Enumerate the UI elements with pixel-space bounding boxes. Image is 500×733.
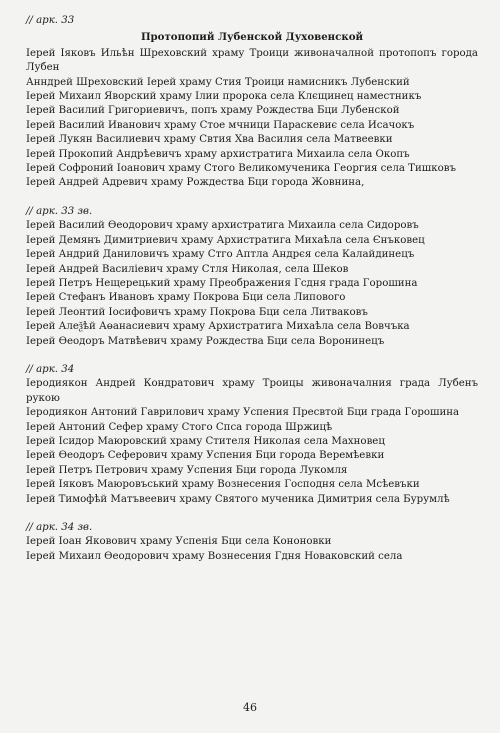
text-line: Іерей Демянъ Димитриевич храму Архистратига Михаѣла села Єнъковец [26, 234, 425, 246]
folio-marker: // арк. 33 [26, 15, 75, 26]
section-ark-33-verso [26, 205, 478, 349]
text-line: Іерей Ісидор Маюровский храму Стителя Николая села Махновец [26, 435, 385, 447]
text-line: Іерей Василий Григориевичъ, попъ храму Рождества Бци Лубенской [26, 105, 400, 117]
text-line: Іерей Стефанъ Ивановъ храму Покрова Бци села Липового [26, 292, 346, 304]
folio-marker: // арк. 33 зв. [26, 205, 93, 217]
text-line: Іерей Лукян Василиевич храму Свтия Хва Василия села Матвеевки [26, 134, 393, 146]
text-line: Іерей Софроний Іоанович храму Стого Великомученика Георгия села Тишковъ [26, 163, 456, 175]
text-line: Іерей Василий Иванович храму Стое мчници Параскевиє села Исачокъ [26, 119, 415, 131]
text-line: Іеродиякон Антоний Гаврилович храму Успения Пресвтой Бци града Горошина [26, 407, 460, 419]
text-line: Іерей Андрей Василіевич храму Стля Николая, села Шеков [26, 263, 349, 275]
text-line: Іерей Өеодоръ Сеферович храму Успения Бци города Веремѣевки [26, 450, 385, 462]
text-line: Іерей Өеодоръ Матвѣевич храму Рождества Бци села Воронинецъ [26, 335, 385, 347]
text-line: Іерей Петръ Нещерецький храму Преображения Гсдня града Горошина [26, 277, 418, 289]
text-line: Іерей Леонтий Іосифовичъ храму Покрова Бци села Литваковъ [26, 306, 368, 318]
folio-marker: // арк. 34 зв. [26, 522, 93, 533]
section-ark-34 [26, 363, 478, 507]
page-number: 46 [243, 701, 257, 714]
text-line: Іеродиякон Андрей Кондратович храму Троицы живоначалния града Лубенъ рукою [26, 378, 478, 404]
section-title: Протопопий Лубенской Духовенской [140, 31, 364, 44]
section-ark-33 [26, 14, 478, 191]
text-line: Іерей Прокопий Андрѣевичъ храму архистратига Михаила села Окопъ [26, 148, 410, 160]
text-line: Анндрей Шреховский Іерей храму Стия Троици намисникъ Лубенский [26, 76, 410, 88]
text-line: Іерей Іоан Яковович храму Успенія Бци села Кононовки [26, 536, 332, 548]
text-line: Іерей Іяковъ Ильѣн Шреховский храму Троици живоначалной протопопъ города Лубен [26, 47, 478, 74]
text-line: Іерей Михаил Яворский храму Ілии пророка села Клєщинец наместникъ [26, 91, 422, 103]
text-line: Іерей Петръ Петрович храму Успения Бци города Лукомля [26, 464, 348, 476]
text-line: Іерей Андрей Адревич храму Рождества Бци города Жовнина, [26, 177, 365, 189]
text-line: Іерей Василий Өеодорович храму архистратига Михаила села Сидоровъ [26, 220, 419, 232]
text-line: Іерей Алеѯѣй Аөанасиевич храму Архистратига Михаѣла села Вовчъка [26, 321, 410, 333]
text-line: Іерей Антоний Сефер храму Стого Спса города Шржицѣ [26, 421, 333, 433]
text-line: Іерей Іяковъ Маюровъський храму Вознесения Господня села Мсѣевъки [26, 479, 420, 491]
text-line: Іерей Тимофѣй Матъвеевич храму Святого мученика Димитрия села Бурумлѣ [26, 493, 450, 505]
folio-marker: // арк. 34 [26, 363, 75, 375]
section-ark-34-verso [26, 521, 478, 564]
text-line: Іерей Андрий Даниловичъ храму Стго Аптла Андрєя села Калайдинецъ [26, 249, 415, 261]
text-line: Іерей Михаил Өеодорович храму Вознесения Гдня Новаковский села [26, 550, 403, 562]
